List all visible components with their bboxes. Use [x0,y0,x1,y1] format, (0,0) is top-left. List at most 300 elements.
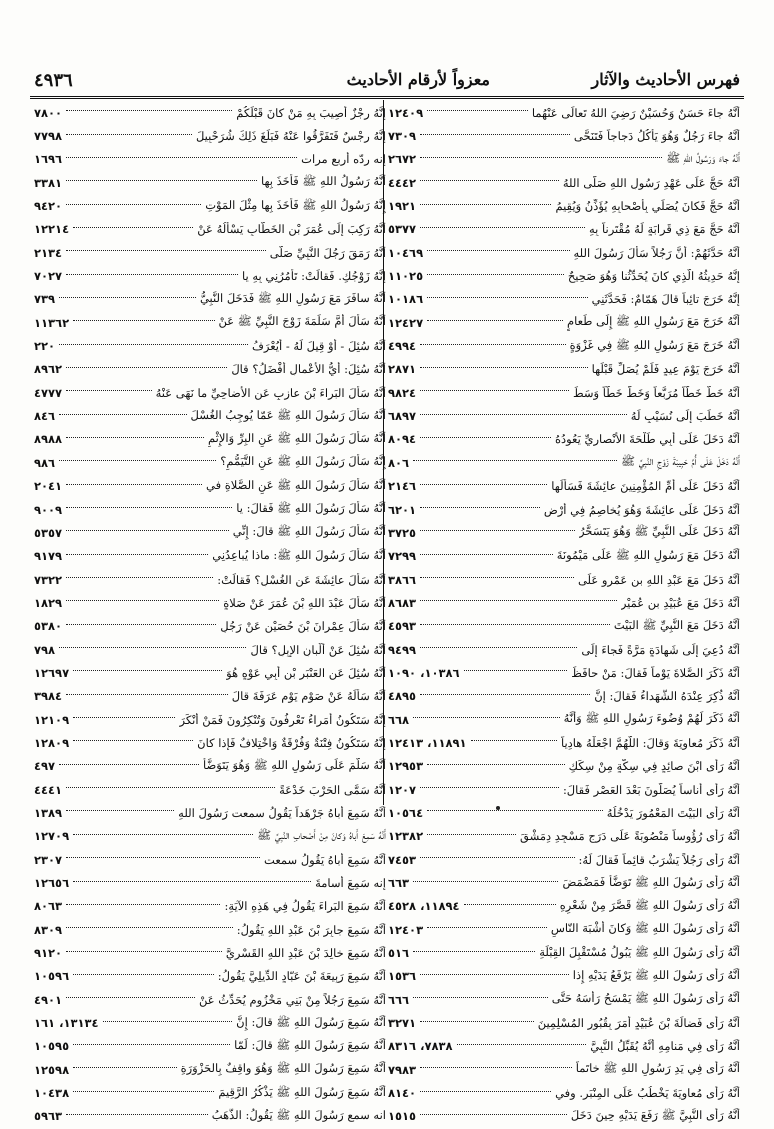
dot-leader [420,227,585,228]
hadith-number: ١٠٤٣٨ [34,1086,70,1101]
hadith-incipit: أَنَّهُ خَرَجَ مَعَ رَسُولِ اللهِ ﷺ فِي غَزْوَةٍ [569,337,740,352]
dot-leader [420,134,570,135]
index-entry [34,615,386,638]
hadith-incipit: أَنَّهُ دَخَلَ عَلَى النَّبِيِّ ﷺ وَهُوَ يَتَسَحَّرُ [578,524,740,539]
index-entry [34,194,386,217]
hadith-incipit: أَنَّهُ سَمِعَ أَباهُ جَرْهَداً يَقُولُ سمعت رَسُولَ اللهِ [178,805,386,820]
hadith-number: ١١٠٢٥ [388,269,424,284]
hadith-number: ١٢٦٥٦ [34,876,70,891]
dot-leader [66,787,275,788]
dot-leader [66,250,266,251]
index-entry [388,358,740,381]
dot-leader [420,694,590,695]
hadith-number: ١٠١٨٦ [388,292,424,307]
index-entry [34,731,386,754]
page-number: ٤٩٣٦ [34,70,73,91]
index-entry [388,521,740,544]
hadith-number: ١٢٩٥٣ [388,759,424,774]
dot-leader [66,367,227,368]
dot-leader [413,460,617,461]
index-entry [34,475,386,498]
hadith-incipit: أَنَّهُ رَأَى مُعاوِيَةَ يَخْطُبُ عَلَى المِنْبَرِ. وفي [555,1086,740,1101]
index-entry [34,1035,386,1058]
hadith-incipit: أَنَّهُ سَأَلَ رَسُولَ اللهِ ﷺ عَمّا يُوجِبُ الغُسْلَ [190,407,386,422]
header-double-rule [30,96,744,99]
hadith-incipit: أَنَّهُ خَرَجَ مَعَ رَسُولِ اللهِ ﷺ إِلَى طَعامٍ [567,314,740,329]
dot-leader [427,320,563,321]
hadith-incipit: أَنَّهُ رَأَى فِي يَدِ رَسُولِ اللهِ ﷺ خاتَماً [575,1061,740,1076]
hadith-number: ٧٨٠٠ [34,105,63,120]
dot-leader [66,624,216,625]
dot-leader [66,577,213,578]
dot-leader [59,414,186,415]
dot-leader [413,997,548,998]
hadith-number: ١٠٥٩٦ [34,969,70,984]
hadith-incipit: أَنَّهُ خَطَبَ إِلَى نُسَيْبٍ لَهُ [630,409,740,424]
hadith-number: ١٢٤٠٩ [388,105,424,120]
index-entry [34,638,386,661]
index-entry [34,918,386,941]
dot-leader [457,1044,587,1045]
dot-leader [420,367,588,368]
dot-leader [66,810,174,811]
hadith-incipit: أَنَّهُ خَطَّ خَطّاً مُرَبَّعاً وَخَطَّ خَطّاً وَسَطَ [572,385,740,400]
hadith-incipit: أَنَّهُ دَخَلَ مَعَ رَسُولِ اللهِ ﷺ عَلَى مَيْمُونَةَ [556,547,740,562]
hadith-number: ٦٦٨ [388,712,410,727]
index-entry [34,428,386,451]
index-entry [388,381,740,404]
hadith-number: ١٢٤٠٣ [388,922,424,937]
hadith-incipit: أَنَّهُ سُئِلَ: أَيُّ الأَعْمالِ أَفْضَلُ؟ قالَ [231,362,386,377]
dot-leader [66,1114,208,1115]
hadith-number: ٨٠٩٤ [388,432,417,447]
hadith-number: ١١٨٩٤، ٤٥٢٨ [388,899,460,914]
hadith-incipit: أَنَّهُ سَمِعَ أَباهُ وَكانَ مِنْ أَصْحابِ النَّبِيِّ ﷺ [257,827,386,842]
hadith-number: ١٠٣٨٦، ١٠٩٠ [388,665,460,680]
dot-leader [427,110,528,111]
hadith-number: ١٢٤٢٧ [388,315,424,330]
hadith-incipit: إِنَّهُ رِجْسٌ فَتَفَرَّقُوا عَنْهُ فَبَلَغَ ذَلِكَ شُرَحْبِيلَ [195,129,386,144]
hadith-incipit: أَنَّهُ سَأَلَ أُمَّ سَلَمَةَ زَوْجَ النَّبِيِّ ﷺ عَنْ [218,314,386,329]
hadith-number: ٢٢٠ [34,339,56,354]
hadith-number: ٢٨٧١ [388,362,417,377]
index-entry [388,615,740,638]
hadith-incipit: أَنَّهُ رَأَى النَّبِيَّ ﷺ رَفَعَ يَدَيْهِ حِينَ دَخَلَ [570,1107,740,1122]
hadith-incipit: أَنَّهُ سافَرَ مَعَ رَسُولِ اللهِ ﷺ فَدَخَلَ النَّبِيُّ [199,290,386,305]
dot-leader [427,250,569,251]
dot-leader [420,204,551,205]
index-entry [388,545,740,568]
index-entry [34,311,386,334]
hadith-number: ٨٩٦٢ [34,362,63,377]
hadith-number: ٧٤٥٣ [388,852,417,867]
hadith-incipit: أَنَّهُ رَكِبَ إِلَى عُمَرَ بْنِ الخَطّابِ يَسْأَلُهُ عَنْ [197,222,386,237]
index-entry [388,895,740,918]
hadith-number: ١٢٥٩٨ [34,1062,70,1077]
hadith-incipit: أَنَّهُ رَأَى البَيْتَ المَعْمُورَ يَدْخُلُهُ [606,805,740,820]
hadith-incipit: أَنَّهُ سَمِعَ أَباهُ يَقُولُ سمعت [264,852,386,867]
hadith-incipit: أَنَّهُ حَدَّثَهُمْ: أَنَّ رَجُلاً سَأَلَ رَسُولَ اللهِ [573,245,740,260]
hadith-number: ٩٨٢٤ [388,385,417,400]
hadith-number: ٧٠٢٧ [34,269,63,284]
dot-leader [103,1021,233,1022]
hadith-incipit: أَنَّهُ سَأَلَ رَسُولَ اللهِ ﷺ عَنِ البِرِّ وَالإِثْمِ [208,430,386,445]
hadith-number: ١٠٥٩٥ [34,1039,70,1054]
index-entry [34,568,386,591]
hadith-incipit: أَنَّهُ سَأَلَهُ عَنْ صَوْمِ يَوْمِ عَرَفَةَ قالَ [231,689,386,704]
index-entry [34,124,386,147]
hadith-incipit: أَنَّهُ ذَكَرَ مُعاوِيَةَ وَقالَ: اللَّهُمَّ اجْعَلْهُ هادِياً [560,735,740,750]
hadith-incipit: أَنَّهُ رَأَى رَسُولَ اللهِ ﷺ يَمْسَحُ رَأْسَهُ حَتَّى [551,991,740,1006]
hadith-incipit: أَنَّهُ دَخَلَ عَلَى عائِشَةَ وَهُوَ يُخاصِمُ فِي أَرْضٍ [543,502,740,517]
index-entry [388,194,740,217]
index-entry [34,451,386,474]
dot-leader [73,974,214,975]
dot-leader [471,740,557,741]
dot-leader [66,157,297,158]
dot-leader [59,764,199,765]
dot-leader [420,157,662,158]
hadith-number: ٦٢٠١ [388,502,417,517]
dot-leader [66,927,233,928]
hadith-number: ٤٤٤١ [34,782,63,797]
dot-leader [420,1021,534,1022]
hadith-number: ١٢٦٩٧ [34,665,70,680]
hadith-number: ٨٦٨٣ [388,595,417,610]
index-entry [34,218,386,241]
hadith-number: ٤٤٤٢ [388,175,417,190]
dot-leader [59,647,246,648]
hadith-number: ٦٦٣ [388,876,410,891]
hadith-incipit: أَنَّهُ جاءَ وَرَسُولُ اللهِ ﷺ [666,150,740,165]
dot-leader [66,694,228,695]
hadith-number: ٨١٤٠ [388,1086,417,1101]
dot-leader [420,600,617,601]
index-entry [34,1011,386,1034]
dot-leader [73,717,175,718]
index-entry [34,685,386,708]
hadith-incipit: إِنَّهُ رَسُولُ اللهِ ﷺ فَأَخَذَ بِها مِثْلَ المَوْتِ [205,197,386,212]
index-entry [388,1105,740,1128]
page-header [34,70,740,94]
dot-leader [66,180,257,181]
hadith-number: ٤٥٩٣ [388,619,417,634]
hadith-number: ٢٠٤١ [34,479,63,494]
hadith-incipit: أَنَّهُ دَخَلَ مَعَ عُبَيْدِ بنِ عُمَيْرٍ [620,595,740,610]
hadith-incipit: أَنَّهُ سَمِعَ رَسُولَ اللهِ ﷺ قالَ: لَمّا [234,1037,386,1052]
dot-leader [427,764,565,765]
hadith-incipit: أَنَّهُ رَأَى فَضالَةَ بْنَ عُبَيْدٍ أَمَرَ بِقُبُورِ المُسْلِمِينَ [537,1016,740,1031]
index-entry [34,591,386,614]
dot-leader [73,320,214,321]
hadith-number: ٨٤٦ [34,409,56,424]
hadith-incipit: أَنَّهُ دَخَلَ مَعَ عَبْدِ اللهِ بنِ عَمْرٍو عَلَى [577,572,740,587]
index-entry [388,334,740,357]
hadith-incipit: أَنَّهُ سَمِعَ رَبِيعَةَ بْنَ عَبّادٍ الدِّيلِيَّ يَقُولُ: [217,969,386,984]
hadith-incipit: أَنَّهُ سَمِعَ رَسُولَ اللهِ ﷺ وَهُوَ واقِفٌ بِالحَزْوَرَةِ [180,1061,386,1076]
hadith-number: ٧٣٢٢ [34,572,63,587]
hadith-number: ٣٢٧١ [388,1016,417,1031]
index-entry [388,965,740,988]
hadith-incipit: أَنَّهُ رَأَى رَسُولَ اللهِ ﷺ تَوَضَّأَ فَمَضْمَضَ [562,874,740,889]
hadith-number: ٨٣٠٩ [34,922,63,937]
dot-leader [73,670,222,671]
index-entry [34,871,386,894]
hadith-number: ٨٠٦٣ [34,899,63,914]
index-entry [34,358,386,381]
index-entry [34,801,386,824]
dot-leader [427,810,603,811]
dot-leader [420,1067,572,1068]
index-entry [388,1081,740,1104]
page-subtitle: معزواً لأرقام الأحاديث [346,70,490,89]
dot-leader [73,227,193,228]
hadith-number: ١٨٢٩ [34,595,63,610]
index-entry [34,521,386,544]
dot-leader [427,834,516,835]
hadith-incipit: أَنَّهُ رَأَى رَسُولَ اللهِ ﷺ يَبُولُ مُسْتَقْبِلَ القِبْلَةِ [539,944,740,959]
index-entry [34,1105,386,1128]
hadith-number: ١٩٢١ [388,199,417,214]
hadith-incipit: إِنَّهُ سَأَلَ رَسُولَ اللهِ ﷺ عَنِ التَّيَمُّمِ؟ [220,454,386,469]
hadith-incipit: أَنَّهُ ذَكَرَ الصَّلاةَ يَوْماً فَقالَ: مَنْ حافَظَ [571,665,740,680]
dot-leader [464,904,556,905]
hadith-incipit: أَنَّهُ سَمِعَ رَسُولَ اللهِ ﷺ يَذْكُرُ الرَّقِيمَ [218,1084,386,1099]
hadith-number: ١٢١٠٩ [34,712,70,727]
dot-leader [420,554,553,555]
dot-leader [66,110,232,111]
index-entry [388,1058,740,1081]
dot-leader [420,624,610,625]
index-entry [34,941,386,964]
hadith-number: ٥١٦ [388,946,410,961]
hadith-number: ١١٣٦٢ [34,315,70,330]
index-entry [388,241,740,264]
hadith-incipit: أَنَّهُ سَأَلَ عَبْدَ اللهِ بْنَ عُمَرَ عَنْ صَلاةٍ [223,595,386,610]
index-entry [388,708,740,731]
hadith-number: ٩١٢٠ [34,946,63,961]
dot-leader [464,670,568,671]
hadith-number: ٩٤٢٠ [34,199,63,214]
index-entry [388,755,740,778]
hadith-incipit: أَنَّهُ سَأَلَ عِمْرانَ بْنَ حُصَيْنٍ عَنْ رَجُلٍ [220,619,386,634]
hadith-number: ٩١٧٩ [34,549,63,564]
index-entry [388,1011,740,1034]
hadith-number: ٥٣٧٧ [388,222,417,237]
hadith-incipit: أَنَّهُ رَسُولُ اللهِ ﷺ فَأَخَذَ بِها [260,174,386,189]
hadith-number: ٣٨٦٦ [388,572,417,587]
index-entry [34,988,386,1011]
hadith-incipit: أَنَّهُ رَأَى رَسُولَ اللهِ ﷺ قَصَّرَ مِنْ شَعْرِهِ [559,897,740,912]
dot-leader [73,740,193,741]
hadith-number: ٩٨٦ [34,455,56,470]
dot-leader [59,297,196,298]
hadith-incipit: أَنَّهُ سَأَلَ عائِشَةَ عَنِ الغُسْلِ؟ فَقالَتْ: [217,572,386,587]
index-entry [388,848,740,871]
index-entry [388,428,740,451]
hadith-number: ٢١٣٤ [34,245,63,260]
index-entry [34,825,386,848]
index-entry [388,918,740,941]
hadith-number: ٧٣٩ [34,292,56,307]
index-entry [34,148,386,171]
dot-leader [413,717,560,718]
dot-leader [420,857,574,858]
dot-leader [73,1044,230,1045]
dot-leader [66,530,229,531]
index-entry [34,334,386,357]
dot-leader [427,274,564,275]
index-entry [388,451,740,474]
hadith-incipit: أَنَّهُ سَمِعَ رَسُولَ اللهِ ﷺ قالَ: إِنَّ [236,1014,386,1029]
hadith-number: ٤٩٧ [34,759,56,774]
index-entry [388,171,740,194]
index-entry [34,848,386,871]
hadith-incipit: أَنَّهُ جاءَ رَجُلٌ وَهُوَ يَأْكُلُ دَجاجاً فَتَنَحَّى [573,129,740,144]
dot-leader [427,297,588,298]
index-entry [388,264,740,287]
hadith-incipit: أَنَّهُ خَرَجَ يَوْمَ عِيدٍ فَلَمْ يُصَلِّ قَبْلَها [591,362,740,377]
hadith-number: ٢٦٧٢ [388,152,417,167]
index-entry [34,498,386,521]
hadith-incipit: إنه سَمِعَ أُسامةَ [315,876,386,891]
hadith-number: ٧٣٠٩ [388,129,417,144]
dot-leader [420,437,551,438]
index-entry [34,101,386,124]
dot-leader [420,180,559,181]
dot-leader [66,134,192,135]
hadith-number: ٦٨٩٧ [388,409,417,424]
dot-leader [420,787,559,788]
hadith-number: ١٠٤٦٩ [388,245,424,260]
dot-leader [420,974,569,975]
index-entry [34,778,386,801]
dot-leader [420,647,577,648]
hadith-incipit: أَنَّهُ دَخَلَ عَلَى أَبِي طَلْحَةَ الأَنْصارِيِّ يَعُودُهُ [554,432,740,447]
left-column-index [34,101,386,1128]
hadith-incipit: أَنَّهُ ذَكَرَ لَهُمْ وُضُوءَ رَسُولِ اللهِ ﷺ وَأَنَّهُ [563,711,740,726]
hadith-number: ٨٠٦ [388,455,410,470]
hadith-incipit: أَنَّهُ سَأَلَ رَسُولَ اللهِ ﷺ: ماذا يُباعِدُنِي [212,547,386,562]
hadith-incipit: أَنَّهُ حَجَّ فَكانَ يُصَلِّي بِأَصْحابِهِ يُؤَذِّنُ وَيُقِيمُ [555,199,740,214]
index-entry [34,1081,386,1104]
dot-leader [73,1091,214,1092]
hadith-number: ١١٨٩١، ١٢٤١٣ [388,735,467,750]
index-entry [34,241,386,264]
hadith-number: ٣٩٨٤ [34,689,63,704]
hadith-number: ١٠٥٦٤ [388,805,424,820]
running-title: فهرس الأحاديث والآثار [591,70,740,89]
index-entry [34,404,386,427]
hadith-incipit: أَنَّهُ سَأَلَ البَراءَ بْنَ عازِبٍ عَنِ الأَضاحِيِّ ما نَهَى عَنْهُ [155,385,386,400]
index-entry [34,895,386,918]
dot-leader [73,881,311,882]
dot-leader [420,530,575,531]
dot-leader [66,554,208,555]
dot-leader [66,204,201,205]
hadith-incipit: أَنَّهُ سَمَّى الحَرْبَ خَدْعَةً [279,782,386,797]
hadith-incipit: أَنَّهُ دَخَلَ عَلَى أُمِّ حَبِيبَةَ زَوْجِ النَّبِيِّ ﷺ [621,454,740,469]
dot-leader [59,460,216,461]
index-entry [388,825,740,848]
hadith-incipit: إنه ردّه أربع مرات [301,152,386,167]
hadith-incipit: أَنَّهُ سَمِعَ خالِدَ بْنَ عَبْدِ اللهِ القَسْرِيَّ [225,946,386,961]
dot-leader [413,881,558,882]
hadith-incipit: أَنَّهُ سَأَلَ رَسُولَ اللهِ ﷺ فَقالَ: يا [236,501,386,516]
index-entry [388,124,740,147]
hadith-incipit: أَنَّهُ جاءَ حَسَنٌ وَحُسَيْنٌ رَضِيَ اللهُ تَعالَى عَنْهُما [531,105,740,120]
hadith-number: ٦٦٦ [388,992,410,1007]
right-column-index [388,101,740,1128]
dot-leader [66,390,152,391]
index-entry [34,965,386,988]
index-entry [388,591,740,614]
dot-leader [66,951,222,952]
hadith-number: ٥٣٥٧ [34,525,63,540]
hadith-incipit: أَنَّهُ رَأَى رَجُلاً يَشْرَبُ قائِماً فَقالَ لَهُ: [578,852,740,867]
dot-leader [420,1091,551,1092]
hadith-number: ١٥١٥ [388,1109,417,1124]
hadith-number: ٤٧٧٧ [34,385,63,400]
index-entry [388,638,740,661]
hadith-incipit: إِنَّهُ زَوْجُكِ. فَقالَتْ: تَأْمُرُنِي بِهِ يا [242,269,386,284]
index-entry [34,171,386,194]
index-entry [388,778,740,801]
dot-leader [73,1067,176,1068]
bottom-dot-mark [496,806,500,810]
hadith-incipit: أَنَّهُ رَأَى رُؤُوساً مَنْصُوبَةً عَلَى دَرَجِ مَسْجِدِ دِمَشْقَ [520,829,740,844]
dot-leader [420,577,574,578]
hadith-number: ٧٨٣٨، ٨٣١٦ [388,1039,453,1054]
hadith-number: ٥٣٨٠ [34,619,63,634]
index-entry [388,685,740,708]
hadith-incipit: أَنَّهُ دَخَلَ عَلَى أُمِّ المُؤْمِنِينَ عائِشَةَ فَسَأَلَها [551,479,740,494]
hadith-number: ١٢٣٨٢ [388,829,424,844]
hadith-number: ٤٨٩٥ [388,689,417,704]
hadith-incipit: أَنَّهُ سُئِلَ - أَوْ قِيلَ لَهُ - أَيُعْرَفُ [251,339,386,354]
hadith-number: ٢١٤٦ [388,479,417,494]
dot-leader [420,1114,567,1115]
dot-leader [59,344,248,345]
hadith-number: ١٢٨٠٩ [34,735,70,750]
hadith-incipit: إِنَّهُ سَتَكُونُ فِتْنَةٌ وَفُرْقَةٌ وَاخْتِلافٌ فَإِذا كانَ [197,735,386,750]
hadith-number: ٩٠٠٩ [34,502,63,517]
index-entry [388,404,740,427]
hadith-incipit: انه سمع رَسُولَ اللهِ ﷺ يَقُولُ: الذَّهَبُ [211,1107,386,1122]
hadith-incipit: أَنَّهُ سَأَلَ رَسُولَ اللهِ ﷺ عَنِ الصَّلاةِ في [206,477,386,492]
index-entry [34,288,386,311]
hadith-number: ٥٩٦٣ [34,1109,63,1124]
hadith-number: ٤٩٠١ [34,992,63,1007]
index-entry [388,148,740,171]
index-entry [388,475,740,498]
index-entry [388,988,740,1011]
dot-leader [420,414,627,415]
hadith-number: ١٣٨٩ [34,805,63,820]
hadith-number: ٧٢٩٩ [388,549,417,564]
dot-leader [66,274,238,275]
index-entry [34,381,386,404]
hadith-number: ١٢٠٧ [388,782,417,797]
hadith-incipit: أَنَّهُ دُعِيَ إِلَى شَهادَةٍ مَرَّةً فَجاءَ إِلَى [581,642,740,657]
hadith-incipit: أَنَّهُ دَخَلَ مَعَ النَّبِيِّ ﷺ البَيْتَ [613,617,740,632]
hadith-incipit: أَنَّهُ ذُكِرَ عِنْدَهُ الشُّهَداءُ فَقالَ: إِنَّ [594,689,740,704]
hadith-number: ١٢٧٠٩ [34,829,70,844]
hadith-incipit: أَنَّهُ حَجَّ عَلَى عَهْدِ رَسُولِ اللهِ صَلَّى اللهُ [562,175,740,190]
hadith-number: ٤٩٩٤ [388,339,417,354]
dot-leader [66,484,202,485]
hadith-incipit: أَنَّهُ رَمَقَ رَجُلَ النَّبِيِّ صَلَّى [269,245,386,260]
